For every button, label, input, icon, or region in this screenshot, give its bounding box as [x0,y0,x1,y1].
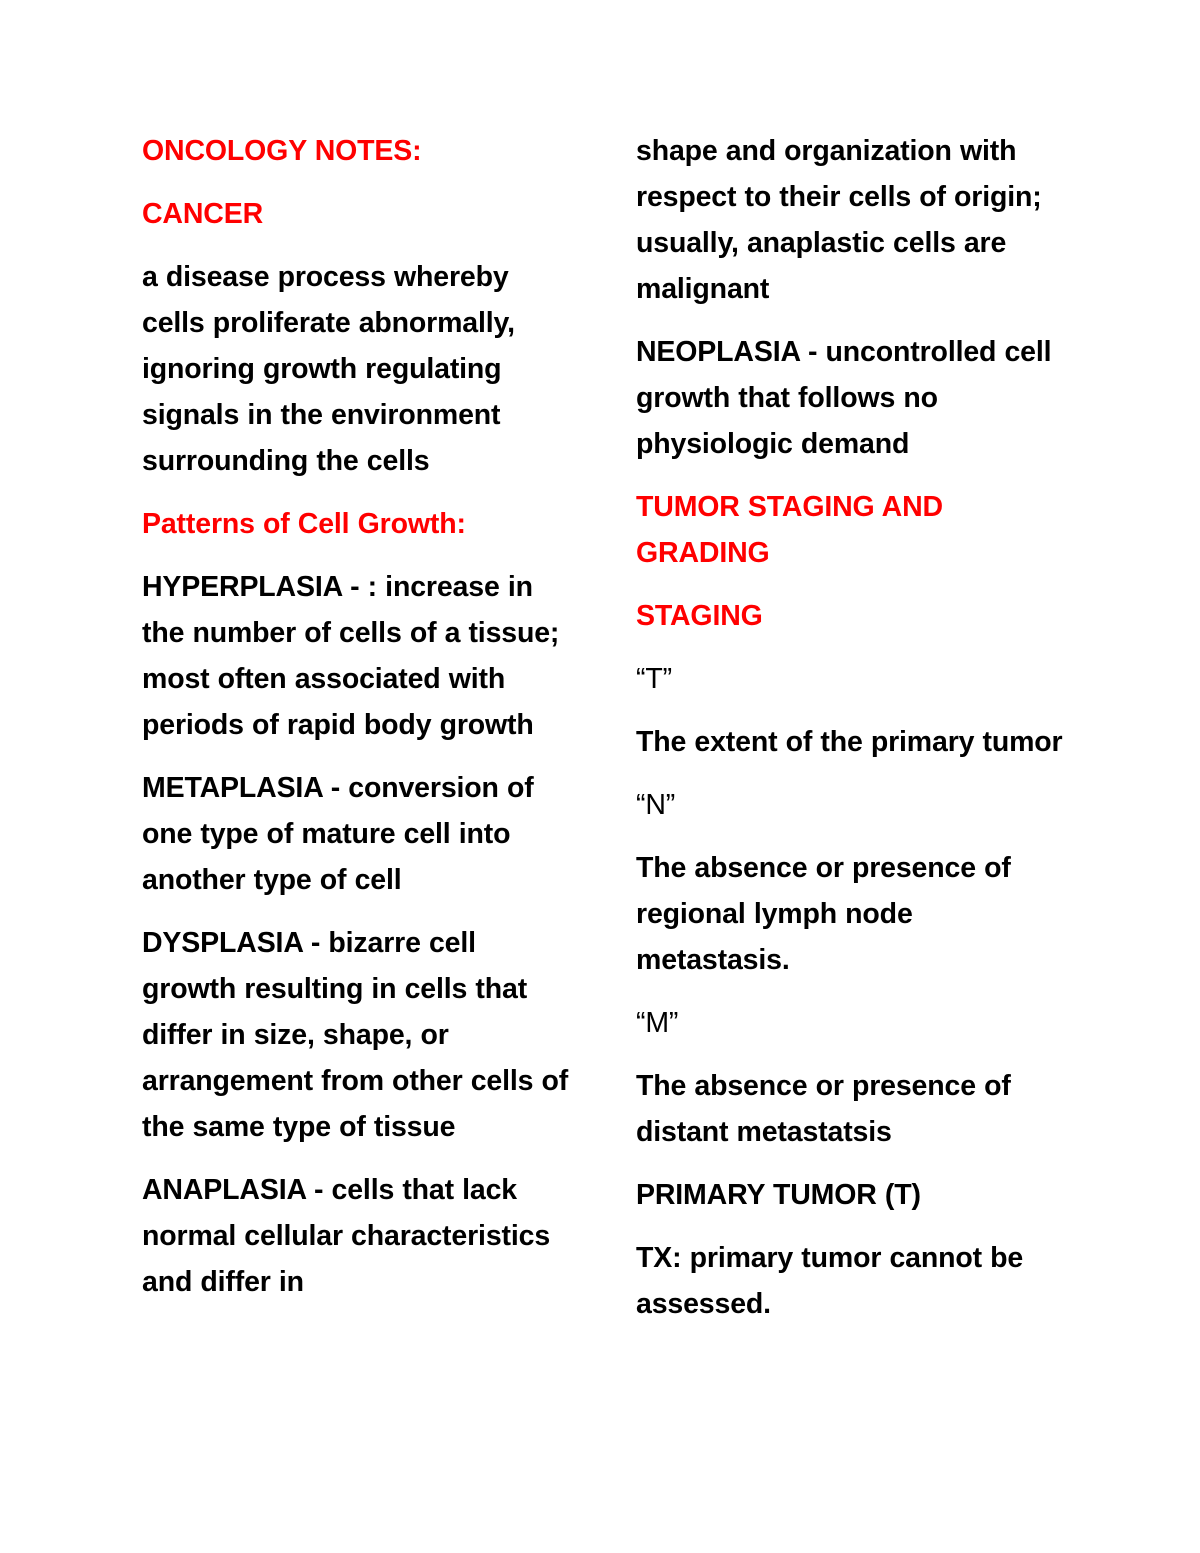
primary-tumor-heading: PRIMARY TUMOR (T) [636,1179,921,1211]
two-column-layout [142,128,1080,1327]
hyperplasia-definition: HYPERPLASIA - : increase in the number of cells of a tissue; most often associated with periods of rapid body growth [142,571,560,741]
m-label: “M” [636,1007,679,1039]
tumor-staging-and-grading-heading: TUMOR STAGING AND GRADING [636,491,943,569]
patterns-of-cell-growth-heading: Patterns of Cell Growth: [142,508,466,540]
metaplasia-definition: METAPLASIA - conversion of one type of mature cell into another type of cell [142,772,534,896]
right-text-column [636,128,1068,1327]
t-label: “T” [636,663,672,695]
n-label: “N” [636,789,676,821]
n-definition: The absence or presence of regional lymph node metastasis. [636,852,1011,976]
cancer-heading: CANCER [142,198,264,230]
staging-heading: STAGING [636,600,763,632]
dysplasia-definition: DYSPLASIA - bizarre cell growth resulting in cells that differ in size, shape, or arrangement from other cells of the same type of tissue [142,927,569,1143]
m-definition: The absence or presence of distant metastatsis [636,1070,1011,1148]
anaplasia-definition-continued: shape and organization with respect to their cells of origin; usually, anaplastic cells are malignant [636,135,1042,305]
tx-definition: TX: primary tumor cannot be assessed. [636,1242,1024,1320]
left-text-column [142,128,572,1305]
anaplasia-definition: ANAPLASIA - cells that lack normal cellular characteristics and differ in [142,1174,551,1298]
t-definition: The extent of the primary tumor [636,726,1063,758]
cancer-definition: a disease process whereby cells proliferate abnormally, ignoring growth regulating signals in the environment surrounding the cells [142,261,515,477]
oncology-notes-title: ONCOLOGY NOTES: [142,135,422,167]
neoplasia-definition: NEOPLASIA - uncontrolled cell growth that follows no physiologic demand [636,336,1052,460]
